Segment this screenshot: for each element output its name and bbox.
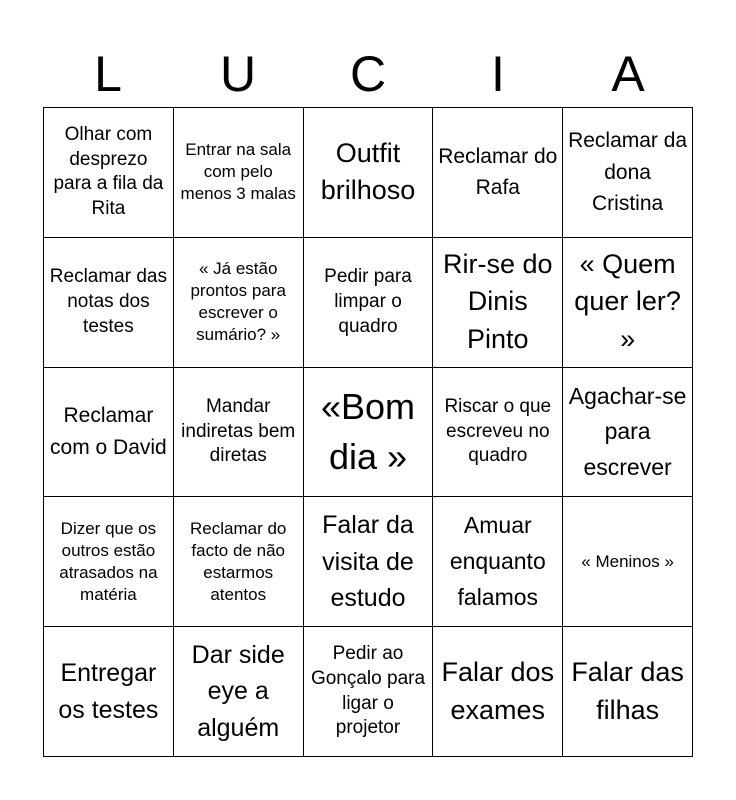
bingo-cell-text: Reclamar da dona Cristina — [568, 129, 688, 216]
bingo-cell-text: Pedir para limpar o quadro — [324, 266, 412, 337]
bingo-cell[interactable] — [44, 627, 174, 757]
bingo-cell[interactable] — [174, 497, 304, 627]
bingo-cell[interactable] — [304, 627, 434, 757]
bingo-cell-text: Falar dos exames — [441, 656, 555, 725]
header-letter-a: A — [611, 46, 645, 102]
bingo-cell-text: Reclamar do facto de não estarmos atentos — [190, 518, 287, 604]
bingo-cell[interactable] — [44, 108, 174, 238]
bingo-cell[interactable] — [44, 497, 174, 627]
bingo-cell[interactable] — [44, 238, 174, 368]
bingo-cell-text: Dizer que os outros estão atrasados na matéria — [59, 518, 158, 604]
bingo-cell-text: Entregar os testes — [58, 659, 159, 724]
bingo-cell-text: «Bom dia » — [320, 385, 416, 477]
bingo-cell-text: Reclamar do Rafa — [438, 144, 558, 200]
header-letter-i: I — [491, 46, 505, 102]
bingo-cell[interactable] — [304, 497, 434, 627]
bingo-cell-text: Reclamar com o David — [50, 404, 167, 459]
bingo-cell-text: « Meninos » — [581, 551, 674, 571]
bingo-cell-text: Amuar enquanto falamos — [449, 512, 546, 610]
bingo-cell[interactable] — [433, 238, 563, 368]
bingo-cell[interactable] — [304, 368, 434, 498]
bingo-cell[interactable] — [174, 627, 304, 757]
bingo-cell[interactable] — [433, 497, 563, 627]
bingo-cell-text: Outfit brilhoso — [320, 137, 416, 206]
bingo-cell-text: Falar da visita de estudo — [322, 511, 414, 612]
bingo-cell-text: « Já estão prontos para escrever o sumário? » — [190, 259, 286, 345]
bingo-cell[interactable] — [44, 368, 174, 498]
bingo-cell[interactable] — [433, 627, 563, 757]
bingo-cell[interactable] — [433, 368, 563, 498]
bingo-cell[interactable] — [174, 108, 304, 238]
header-letter-u: U — [219, 46, 257, 102]
bingo-cell-text: Olhar com desprezo para a fila da Rita — [53, 124, 164, 220]
bingo-cell-text: Dar side eye a alguém — [191, 641, 285, 742]
bingo-cell[interactable] — [174, 238, 304, 368]
bingo-cell[interactable] — [563, 627, 693, 757]
bingo-cell-text: Rir-se do Dinis Pinto — [443, 248, 553, 355]
bingo-cell-text: « Quem quer ler? » — [574, 248, 681, 355]
header-letter-l: L — [94, 46, 122, 102]
bingo-cell-text: Agachar-se para escrever — [568, 382, 687, 480]
bingo-grid — [43, 107, 693, 757]
bingo-cell-text: Reclamar das notas dos testes — [49, 266, 167, 337]
bingo-cell[interactable] — [174, 368, 304, 498]
bingo-cell-text: Entrar na sala com pelo menos 3 malas — [180, 140, 296, 204]
bingo-cell[interactable] — [563, 108, 693, 238]
bingo-cell[interactable] — [563, 368, 693, 498]
bingo-cell[interactable] — [304, 238, 434, 368]
bingo-header — [43, 40, 693, 108]
bingo-cell[interactable] — [563, 497, 693, 627]
bingo-cell-text: Falar das filhas — [571, 656, 684, 725]
header-letter-c: C — [349, 46, 387, 102]
bingo-cell[interactable] — [433, 108, 563, 238]
bingo-cell-text: Riscar o que escreveu no quadro — [444, 395, 552, 467]
bingo-cell-text: Mandar indiretas bem diretas — [181, 395, 296, 467]
bingo-cell[interactable] — [304, 108, 434, 238]
bingo-cell[interactable] — [563, 238, 693, 368]
bingo-cell-text: Pedir ao Gonçalo para ligar o projetor — [310, 643, 426, 739]
